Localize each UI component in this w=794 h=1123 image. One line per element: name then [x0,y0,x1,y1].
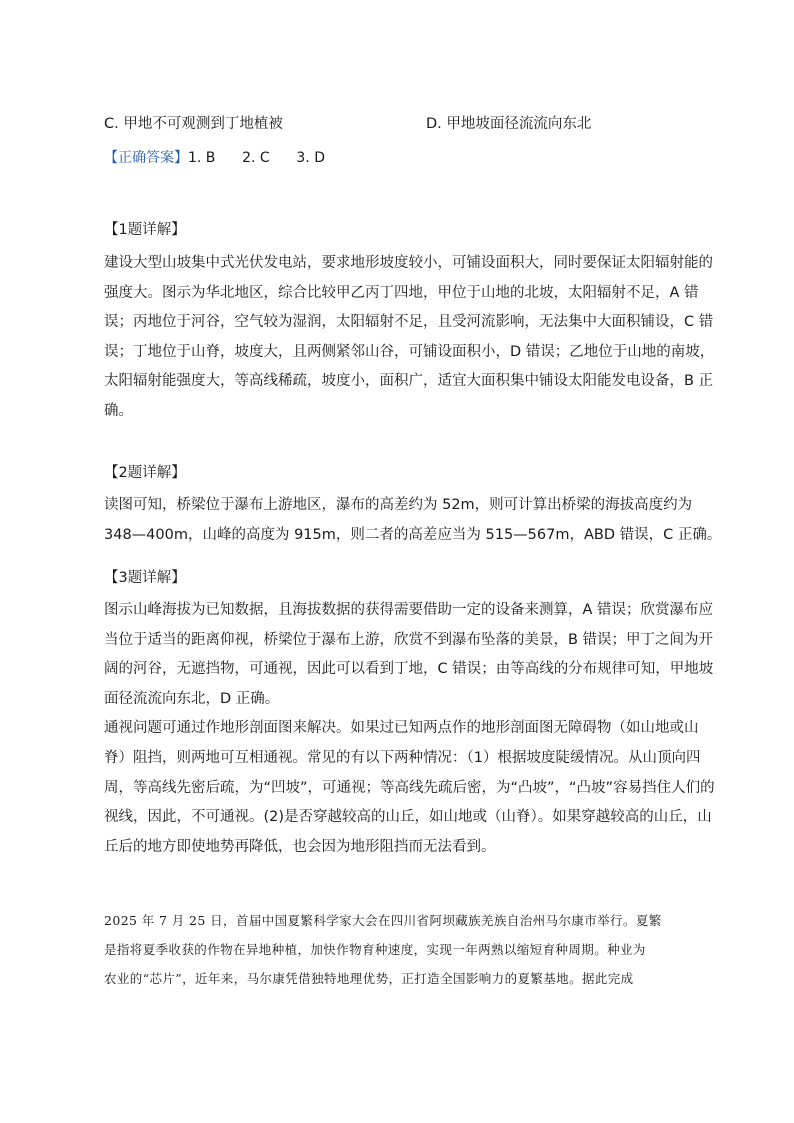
q3-line: 面径流流向东北，D 正确。 [104,690,280,707]
q3-line: 脊）阻挡，则两地可互相通视。常见的有以下两种情况：（1）根据坡度陡缓情况。从山顶向四 [104,749,701,766]
material-line: 2025 年 7 月 25 日，首届中国夏繁科学家大会在四川省阿坝藏族羌族自治州马尔康市举行。夏繁 [104,913,662,928]
q1-explanation [104,249,715,427]
q2-heading: 【2题详解】 [104,465,186,481]
q3-line: 通视问题可通过作地形剖面图来解决。如果过已知两点作的地形剖面图无障碍物（如山地或山 [104,720,699,737]
q1-line: 强度大。图示为华北地区，综合比较甲乙丙丁四地，甲位于山地的北坡，太阳辐射不足，A 错 [104,284,699,301]
q1-heading: 【1题详解】 [104,222,186,238]
q1-line: 确。 [104,402,133,419]
q3-line: 视线，因此，不可通视。(2)是否穿越较高的山丘，如山地或（山脊）。如果穿越较高的山丘，山 [104,809,712,826]
next-question-material [104,906,696,993]
answer-options-row [104,112,704,136]
material-line: 是指将夏季收获的作物在异地种植，加快作物育种速度，实现一年两熟以缩短育种周期。种业为 [104,942,646,957]
q3-line: 阔的河谷，无遮挡物，可通视，因此可以看到丁地，C 错误；由等高线的分布规律可知，甲地坡 [104,661,714,678]
q1-line: 误；丙地位于河谷，空气较为湿润，太阳辐射不足，且受河流影响，无法集中大面积铺设，C 错 [104,314,714,331]
q3-heading: 【3题详解】 [104,570,186,586]
q2-explanation [104,491,722,550]
q2-line: 读图可知，桥梁位于瀑布上游地区，瀑布的高差约为 52m，则可计算出桥梁的海拔高度约为 [104,497,693,513]
q1-line: 太阳辐射能强度大，等高线稀疏，坡度小，面积广，适宜大面积集中铺设太阳能发电设备，B 正 [104,373,714,390]
q3-explanation [104,596,715,862]
q1-line: 建设大型山坡集中式光伏发电站，要求地形坡度较小，可铺设面积大，同时要保证太阳辐射能的 [104,255,713,271]
q3-line: 丘后的地方即使地势再降低，也会因为地形阻挡而无法看到。 [104,838,496,855]
q3-line: 当位于适当的距离仰视，桥梁位于瀑布上游，欣赏不到瀑布坠落的美景，B 错误；甲丁之间为开 [104,631,714,648]
option-c: C. 甲地不可观测到丁地植被 [104,116,283,132]
correct-answer-values: 1. B 2. C 3. D [188,150,325,166]
q3-line: 图示山峰海拔为已知数据，且海拔数据的获得需要借助一定的设备来测算，A 错误；欣赏瀑布应 [104,602,714,618]
q1-line: 误；丁地位于山脊，坡度大，且两侧紧邻山谷，可铺设面积小，D 错误；乙地位于山地的南坡， [104,343,715,360]
q2-line: 348—400m，山峰的高度为 915m，则二者的高差应当为 515—567m，ABD 错误，C 正确。 [104,526,722,543]
correct-answer [104,147,325,167]
material-line: 农业的“芯片”，近年来，马尔康凭借独特地理优势，正打造全国影响力的夏繁基地。据此完成 [104,971,634,986]
q3-line: 周，等高线先密后疏，为“凹坡”，可通视；等高线先疏后密，为“凸坡”，“凸坡”容易挡住人们的 [104,779,715,796]
correct-answer-tag: 【正确答案】 [104,150,188,166]
option-d: D. 甲地坡面径流流向东北 [426,116,592,132]
